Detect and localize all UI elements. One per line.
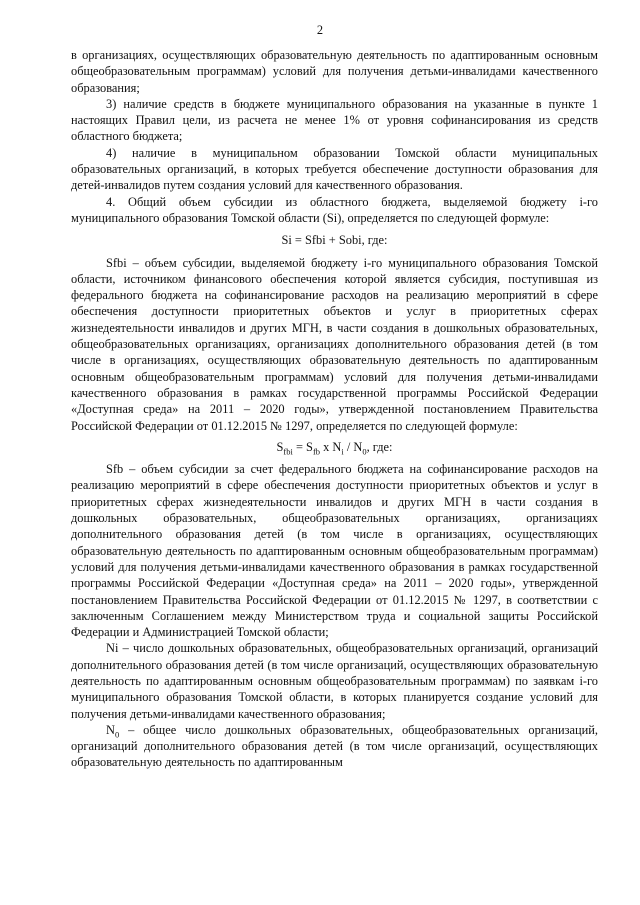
paragraph-sfbi-definition: Sfbi – объем субсидии, выделяемой бюджету i-го муниципального образования Томской области, источником финансового обеспечения которой является субсидия, поступившая из федерального бюджета на софинансирование расходов на реализацию мероприятий в сфере обеспечения доступности приоритетных объектов и услуг в приоритетных сферах жизнедеятельности инвалидов и других МГН, в части создания в дошкольных образовательных, общеобразовательных организациях, организациях дополнительного образования детей (в том числе в организациях, осуществляющих образовательную деятельность по адаптированным основным общеобразовательным программам) условий для получения детьми-инвалидами качественного образования в рамках государственной программы Российской Федерации «Доступная среда» на 2011 – 2020 годы», утвержденной постановлением Правительства Российской Федерации от 01.12.2015 № 1297, определяется по следующей формуле: xyxy=(71,255,598,433)
paragraph-ni-definition: Ni – число дошкольных образовательных, общеобразовательных организаций, организаций дополнительного образования детей (в том числе организаций, осуществляющих образовательную деятельность по адаптированным основным общеобразовательным программам) по заявкам i-го муниципального образования Томской области, в которых планируется создание условий для получения детьми-инвалидами качественного образования; xyxy=(71,641,598,721)
paragraph-n0-definition: $N_0$ – общее число дошкольных образовательных, общеобразовательных организаций, организаций дополнительного образования детей (в том числе организаций, осуществляющих образовательную деятельность по адаптированным xyxy=(71,722,598,770)
paragraph-sfb-definition: Sfb – объем субсидии за счет федерального бюджета на софинансирование расходов на реализацию мероприятий в сфере обеспечения доступности приоритетных объектов и услуг в приоритетных сферах жизнедеятельности инвалидов и других МГН в части создания в дошкольных образовательных, общеобразовательных организациях, организациях дополнительного образования детей (в том числе в организациях, осуществляющих образовательную деятельность по адаптированным основным общеобразовательным программам) условий для получения детьми-инвалидами качественного образования в рамках государственной программы Российской Федерации «Доступная среда» на 2011 – 2020 годы», утвержденной постановлением Правительства Российской Федерации от 01.12.2015 № 1297, в соответствии с заключенным Соглашением между Министерством труда и социальной защиты Российской Федерации и Администрацией Томской области; xyxy=(71,462,598,640)
paragraph-continuation: в организациях, осуществляющих образовательную деятельность по адаптированным основным общеобразовательным программам) условий для получения детьми-инвалидами качественного образования; xyxy=(71,48,598,95)
paragraph-item-4: 4) наличие в муниципальном образовании Томской области муниципальных образовательных организаций, в которых требуется обеспечение доступности образования для детей-инвалидов путем создания условий для качественного образования. xyxy=(71,145,598,193)
paragraph-section-4: 4. Общий объем субсидии из областного бюджета, выделяемой бюджету i-го муниципального образования Томской области (Si), определяется по следующей формуле: xyxy=(71,194,598,225)
document-body xyxy=(71,47,598,771)
page-number: 2 xyxy=(316,23,324,37)
formula-sfbi: $S_{fbi} = S_{fb}$ x $N_i / N_0$, где: xyxy=(276,439,393,457)
formula-si: Si = Sfbi + Sobi, где: xyxy=(281,233,388,248)
paragraph-item-3: 3) наличие средств в бюджете муниципального образования на указанные в пункте 1 настоящих Правил цели, из расчета не менее 1% от уровня софинансирования из средств областного бюджета; xyxy=(71,96,598,144)
